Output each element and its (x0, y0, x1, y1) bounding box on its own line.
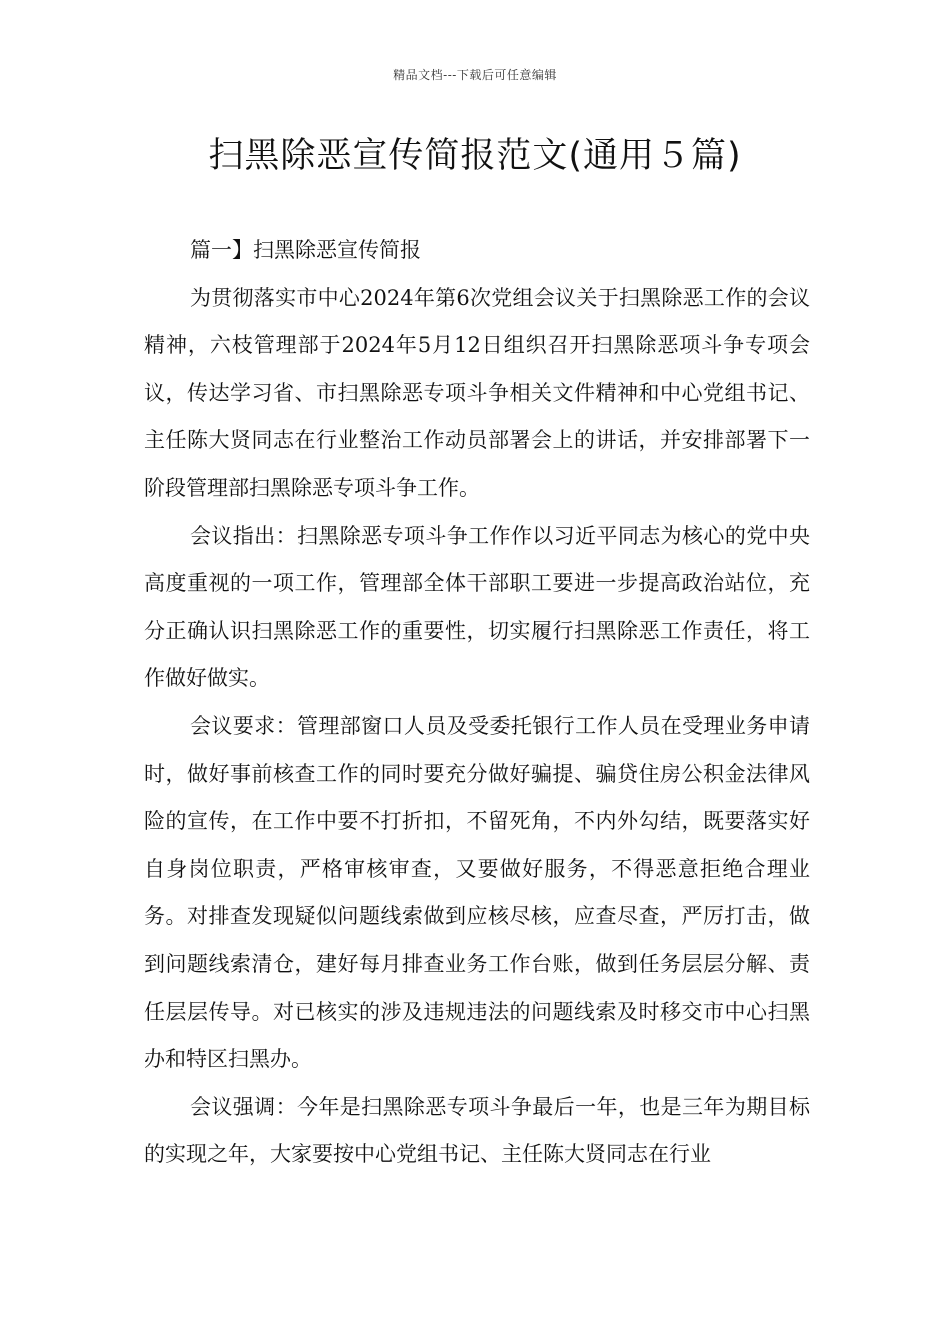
paragraph: 会议指出：扫黑除恶专项斗争工作作以习近平同志为核心的党中央高度重视的一项工作，管理部全体干部职工要进一步提高政治站位，充分正确认识扫黑除恶工作的重要性，切实履行扫黑除恶工作责任，将工作做好做实。 (144, 523, 810, 691)
section-heading: 篇一】扫黑除恶宣传简报 (190, 238, 421, 262)
header-note: 精品文档---下载后可任意编辑 (393, 68, 557, 82)
document-title: 扫黑除恶宣传简报范文(通用５篇) (208, 136, 742, 176)
paragraph: 会议要求：管理部窗口人员及受委托银行工作人员在受理业务申请时，做好事前核查工作的同时要充分做好骗提、骗贷住房公积金法律风险的宣传，在工作中要不打折扣，不留死角，不内外勾结，既要落实好自身岗位职责，严格审核审查，又要做好服务，不得恶意拒绝合理业务。对排查发现疑似问题线索做到应核尽核，应查尽查，严厉打击，做到问题线索清仓，建好每月排查业务工作台账，做到任务层层分解、责任层层传导。对已核实的涉及违规违法的问题线索及时移交市中心扫黑办和特区扫黑办。 (144, 713, 810, 1072)
document-body (144, 227, 810, 1179)
paragraph: 为贯彻落实市中心2024年第6次党组会议关于扫黑除恶工作的会议精神，六枝管理部于2024年5月12日组织召开扫黑除恶项斗争专项会议，传达学习省、市扫黑除恶专项斗争相关文件精神和中心党组书记、主任陈大贤同志在行业整治工作动员部署会上的讲话，并安排部署下一阶段管理部扫黑除恶专项斗争工作。 (144, 285, 810, 500)
paragraph: 会议强调：今年是扫黑除恶专项斗争最后一年，也是三年为期目标的实现之年，大家要按中心党组书记、主任陈大贤同志在行业 (144, 1094, 810, 1167)
